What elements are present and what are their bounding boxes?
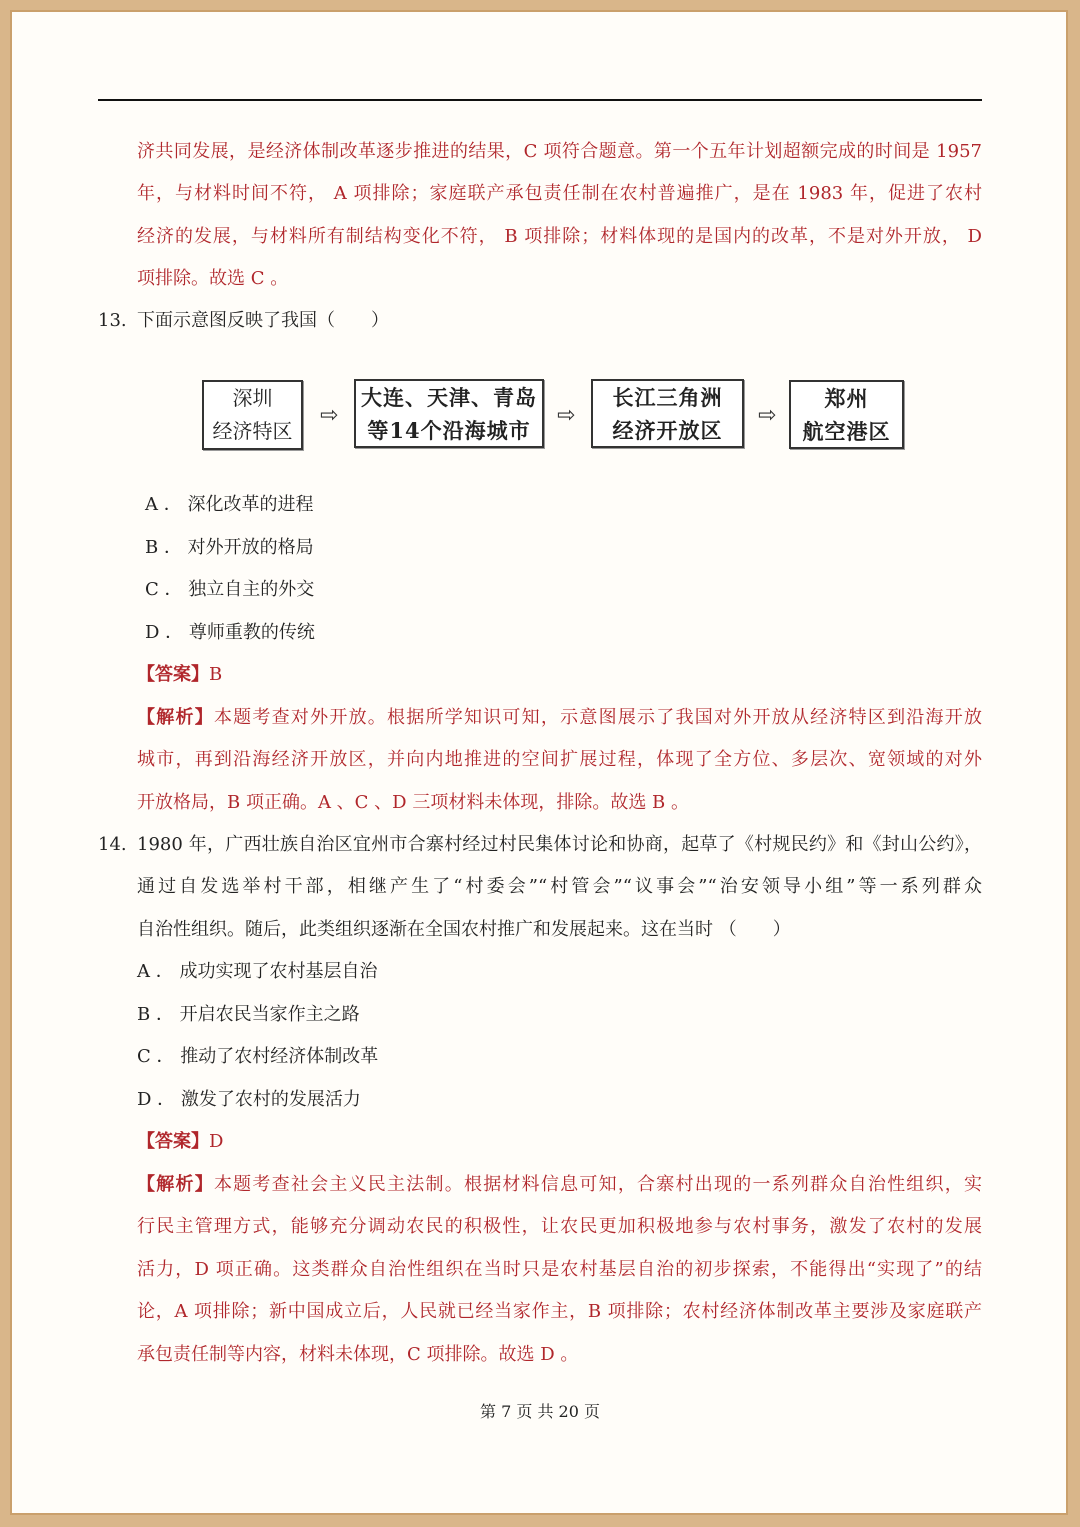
diagram-box-zhengzhou (789, 380, 904, 449)
diagram-box-1-line-1: 深圳 (232, 386, 273, 410)
q13-analysis-line-2: 城市，再到沿海经济开放区，并向内地推进的空间扩展过程，体现了全方位、多层次、宽领域的对外 (137, 749, 982, 770)
diagram-box-coastal-cities (354, 379, 544, 448)
q13-analysis-text-1: 本题考查对外开放。根据所学知识可知，示意图展示了我国对外开放从经济特区到沿海开放 (213, 707, 983, 728)
diagram-box-shenzhen (202, 380, 303, 450)
q13-analysis-line-1 (137, 706, 982, 730)
q14-option-b: B ． 开启农民当家作主之路 (137, 1004, 360, 1025)
prev-analysis-line-2: 年，与材料时间不符， A 项排除；家庭联产承包责任制在农村普遍推广，是在 1983 年，促进了农村 (137, 183, 982, 204)
prev-analysis-line-1: 济共同发展，是经济体制改革逐步推进的结果，C 项符合题意。第一个五年计划超额完成的时间是 1957 (137, 141, 982, 162)
diagram-box-3-line-1: 长江三角洲 (612, 384, 723, 410)
q13-answer-value: B (209, 664, 223, 685)
prev-analysis-line-3: 经济的发展，与材料所有制结构变化不符， B 项排除；材料体现的是国内的改革，不是对外开放， D (137, 226, 982, 247)
diagram-box-4-line-2: 航空港区 (802, 418, 891, 444)
q14-stem-line-2: 通过自发选举村干部，相继产生了“村委会”“村管会”“议事会”“治安领导小组”等一系列群众 (137, 876, 982, 897)
q14-stem-line-1: 1980 年，广西壮族自治区宜州市合寨村经过村民集体讨论和协商，起草了《村规民约》和《封山公约》， (137, 834, 982, 855)
q14-option-a: A ． 成功实现了农村基层自治 (137, 961, 378, 982)
q14-number: 14. (98, 834, 127, 855)
q14-analysis-tag: 【解析】 (137, 1174, 214, 1195)
diagram-box-2-line-2: 等14个沿海城市 (367, 417, 531, 443)
diagram-box-3-line-2: 经济开放区 (612, 417, 723, 443)
q13-answer-tag: 【答案】 (137, 664, 209, 685)
q13-answer (137, 663, 982, 687)
q13-analysis-tag: 【解析】 (137, 707, 214, 728)
diagram-arrow-2: ⇨ (557, 403, 576, 428)
q14-analysis-line-5: 承包责任制等内容，材料未体现，C 项排除。故选 D 。 (137, 1344, 579, 1365)
diagram-box-yangtze-delta (591, 379, 744, 448)
q13-option-d: D ． 尊师重教的传统 (145, 622, 315, 643)
q13-stem: 下面示意图反映了我国（ ） (137, 310, 389, 331)
diagram-arrow-1: ⇨ (320, 403, 339, 428)
prev-analysis-line-4: 项排除。故选 C 。 (137, 268, 289, 289)
q14-analysis-line-4: 论，A 项排除；新中国成立后，人民就已经当家作主，B 项排除；农村经济体制改革主要涉及家庭联产 (137, 1301, 982, 1322)
q14-answer-tag: 【答案】 (137, 1131, 209, 1152)
q14-analysis-line-2: 行民主管理方式，能够充分调动农民的积极性，让农民更加积极地参与农村事务，激发了农村的发展 (137, 1216, 982, 1237)
q13-option-b: B ． 对外开放的格局 (145, 537, 314, 558)
q14-option-c: C ． 推动了农村经济体制改革 (137, 1046, 379, 1067)
q14-analysis-line-3: 活力，D 项正确。这类群众自治性组织在当时只是农村基层自治的初步探索，不能得出“实现了”的结 (137, 1259, 982, 1280)
q13-option-c: C ． 独立自主的外交 (145, 579, 315, 600)
q14-answer-value: D (209, 1131, 224, 1152)
q14-answer (137, 1130, 982, 1154)
page-footer: 第 7 页 共 20 页 (480, 1402, 600, 1421)
q13-number: 13. (98, 310, 127, 331)
diagram-arrow-3: ⇨ (758, 403, 777, 428)
diagram-box-1-line-2: 经济特区 (212, 419, 293, 443)
q14-option-d: D ． 激发了农村的发展活力 (137, 1089, 361, 1110)
q14-analysis-text-1: 本题考查社会主义民主法制。根据材料信息可知，合寨村出现的一系列群众自治性组织，实 (213, 1174, 983, 1195)
q14-stem-line-3: 自治性组织。随后，此类组织逐渐在全国农村推广和发展起来。这在当时 （ ） (137, 919, 791, 940)
diagram-box-4-line-1: 郑州 (824, 385, 869, 411)
q13-option-a: A ． 深化改革的进程 (145, 494, 314, 515)
q14-analysis-line-1 (137, 1173, 982, 1197)
q13-analysis-line-3: 开放格局，B 项正确。A 、C 、D 三项材料未体现，排除。故选 B 。 (137, 792, 689, 813)
diagram-box-2-line-1: 大连、天津、青岛 (361, 384, 537, 410)
